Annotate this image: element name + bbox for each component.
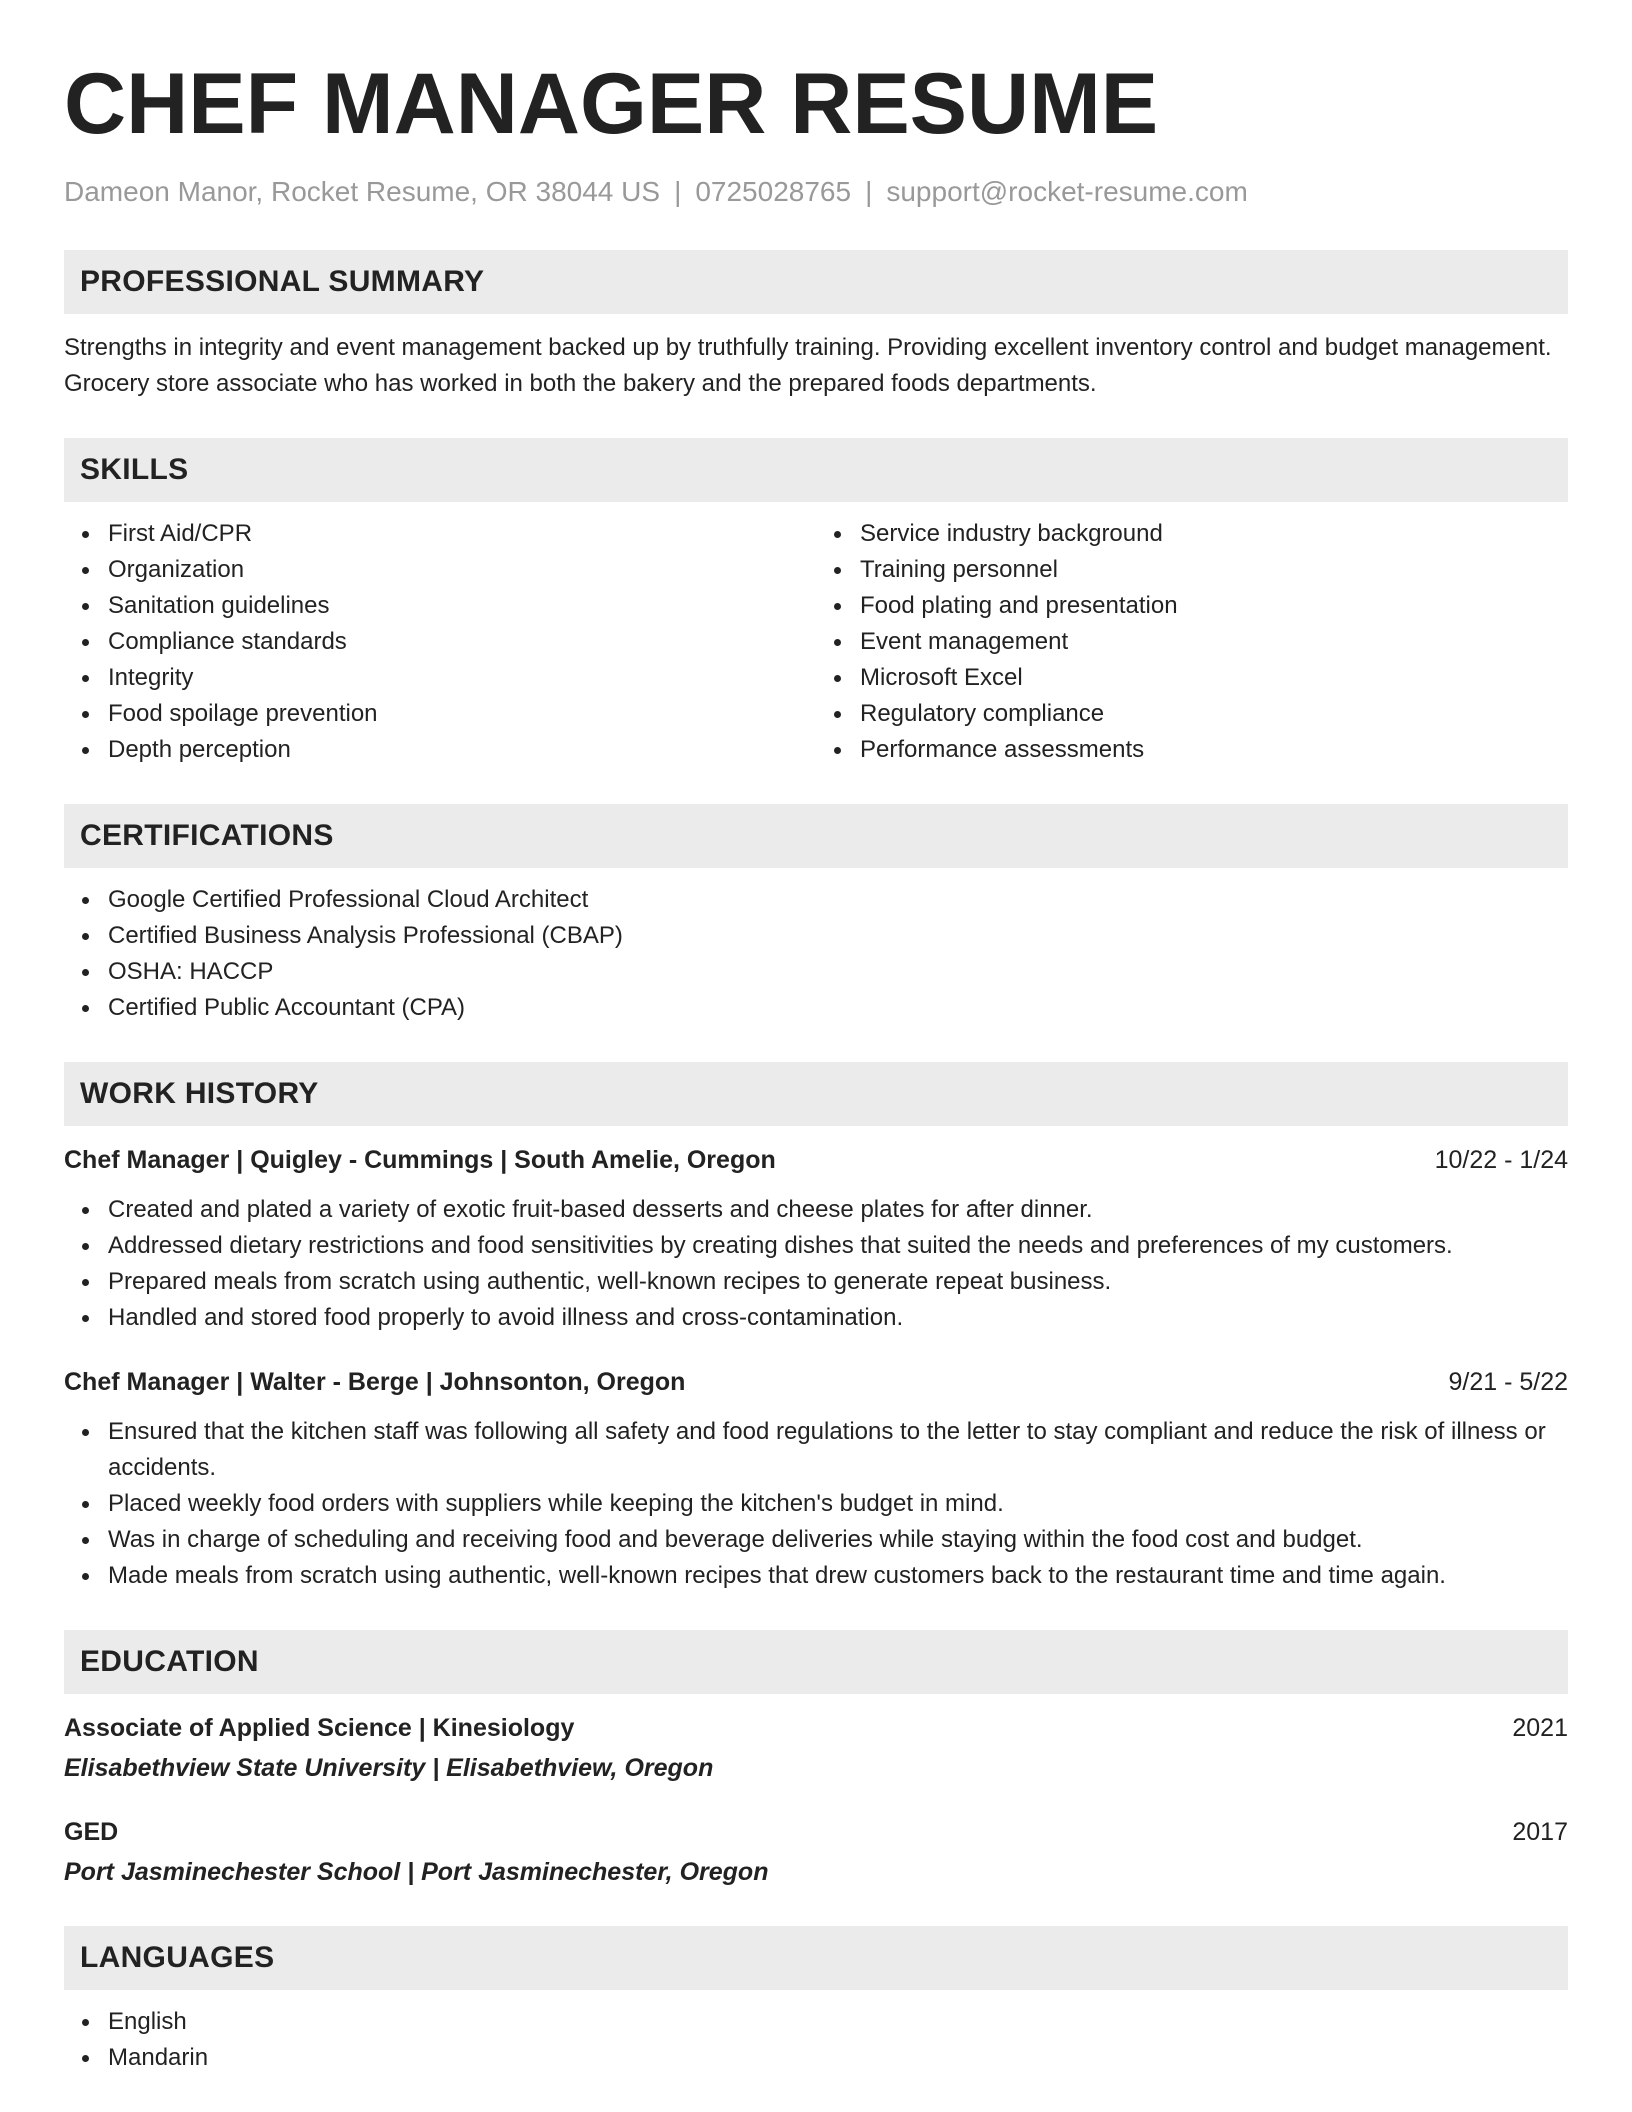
job-title: Chef Manager | Quigley - Cummings | South Amelie, Oregon bbox=[64, 1146, 776, 1174]
education-year: 2017 bbox=[1512, 1818, 1568, 1846]
skill-item: Performance assessments bbox=[860, 732, 1568, 768]
job-dates: 10/22 - 1/24 bbox=[1434, 1146, 1568, 1174]
certification-item: OSHA: HACCP bbox=[108, 954, 1568, 990]
skill-item: Integrity bbox=[108, 660, 816, 696]
languages-list bbox=[64, 2004, 1568, 2076]
certification-item: Certified Public Accountant (CPA) bbox=[108, 990, 1568, 1026]
job-duty-item: Ensured that the kitchen staff was following all safety and food regulations to the letter to stay compliant and reduce the risk of illness or accidents. bbox=[108, 1414, 1568, 1486]
education-school: Port Jasminechester School | Port Jasminechester, Oregon bbox=[64, 1858, 769, 1886]
certifications-list bbox=[64, 882, 1568, 1026]
contact-separator: | bbox=[865, 176, 873, 207]
job-entry bbox=[64, 1142, 1568, 1336]
job-duty-item: Made meals from scratch using authentic, well-known recipes that drew customers back to the restaurant time and time again. bbox=[108, 1558, 1568, 1594]
education-degree: GED bbox=[64, 1818, 119, 1846]
work-history-heading: WORK HISTORY bbox=[64, 1062, 1568, 1126]
skill-item: Service industry background bbox=[860, 516, 1568, 552]
job-duty-item: Prepared meals from scratch using authentic, well-known recipes to generate repeat business. bbox=[108, 1264, 1568, 1300]
contact-line bbox=[64, 174, 1568, 210]
job-duty-item: Was in charge of scheduling and receiving food and beverage deliveries while staying within the food cost and budget. bbox=[108, 1522, 1568, 1558]
skill-item: Organization bbox=[108, 552, 816, 588]
skill-item: Food spoilage prevention bbox=[108, 696, 816, 732]
skills-column-right bbox=[816, 516, 1568, 768]
skills-column-left bbox=[64, 516, 816, 768]
skill-item: First Aid/CPR bbox=[108, 516, 816, 552]
certification-item: Google Certified Professional Cloud Architect bbox=[108, 882, 1568, 918]
contact-separator: | bbox=[674, 176, 682, 207]
skill-item: Compliance standards bbox=[108, 624, 816, 660]
job-duty-item: Handled and stored food properly to avoid illness and cross-contamination. bbox=[108, 1300, 1568, 1336]
job-duty-item: Created and plated a variety of exotic fruit-based desserts and cheese plates for after dinner. bbox=[108, 1192, 1568, 1228]
education-year: 2021 bbox=[1512, 1714, 1568, 1742]
skill-item: Depth perception bbox=[108, 732, 816, 768]
contact-phone: 0725028765 bbox=[695, 176, 852, 207]
certification-item: Certified Business Analysis Professional (CBAP) bbox=[108, 918, 1568, 954]
job-duties bbox=[64, 1414, 1568, 1594]
certifications-heading: CERTIFICATIONS bbox=[64, 804, 1568, 868]
skill-item: Microsoft Excel bbox=[860, 660, 1568, 696]
education-degree: Associate of Applied Science | Kinesiology bbox=[64, 1714, 575, 1742]
skill-item: Sanitation guidelines bbox=[108, 588, 816, 624]
education-heading: EDUCATION bbox=[64, 1630, 1568, 1694]
skills-list bbox=[64, 502, 1568, 768]
resume-title: CHEF MANAGER RESUME bbox=[64, 56, 1159, 152]
job-duty-item: Addressed dietary restrictions and food sensitivities by creating dishes that suited the needs and preferences of my customers. bbox=[108, 1228, 1568, 1264]
job-duties bbox=[64, 1192, 1568, 1336]
contact-email: support@rocket-resume.com bbox=[886, 176, 1248, 207]
summary-heading: PROFESSIONAL SUMMARY bbox=[64, 250, 1568, 314]
job-entry bbox=[64, 1364, 1568, 1594]
skill-item: Food plating and presentation bbox=[860, 588, 1568, 624]
job-dates: 9/21 - 5/22 bbox=[1448, 1368, 1568, 1396]
job-duty-item: Placed weekly food orders with suppliers while keeping the kitchen's budget in mind. bbox=[108, 1486, 1568, 1522]
education-entry bbox=[64, 1710, 1568, 1786]
job-title: Chef Manager | Walter - Berge | Johnsonton, Oregon bbox=[64, 1368, 686, 1396]
skill-item: Training personnel bbox=[860, 552, 1568, 588]
education-entry bbox=[64, 1814, 1568, 1890]
languages-heading: LANGUAGES bbox=[64, 1926, 1568, 1990]
skill-item: Event management bbox=[860, 624, 1568, 660]
skill-item: Regulatory compliance bbox=[860, 696, 1568, 732]
language-item: English bbox=[108, 2004, 1568, 2040]
language-item: Mandarin bbox=[108, 2040, 1568, 2076]
summary-text: Strengths in integrity and event management backed up by truthfully training. Providing excellent inventory control and budget management. Grocery store associate who has worked in both the bakery and the prepared foods departments. bbox=[64, 334, 1552, 397]
education-school: Elisabethview State University | Elisabethview, Oregon bbox=[64, 1754, 714, 1782]
contact-address: Dameon Manor, Rocket Resume, OR 38044 US bbox=[64, 176, 661, 207]
skills-heading: SKILLS bbox=[64, 438, 1568, 502]
